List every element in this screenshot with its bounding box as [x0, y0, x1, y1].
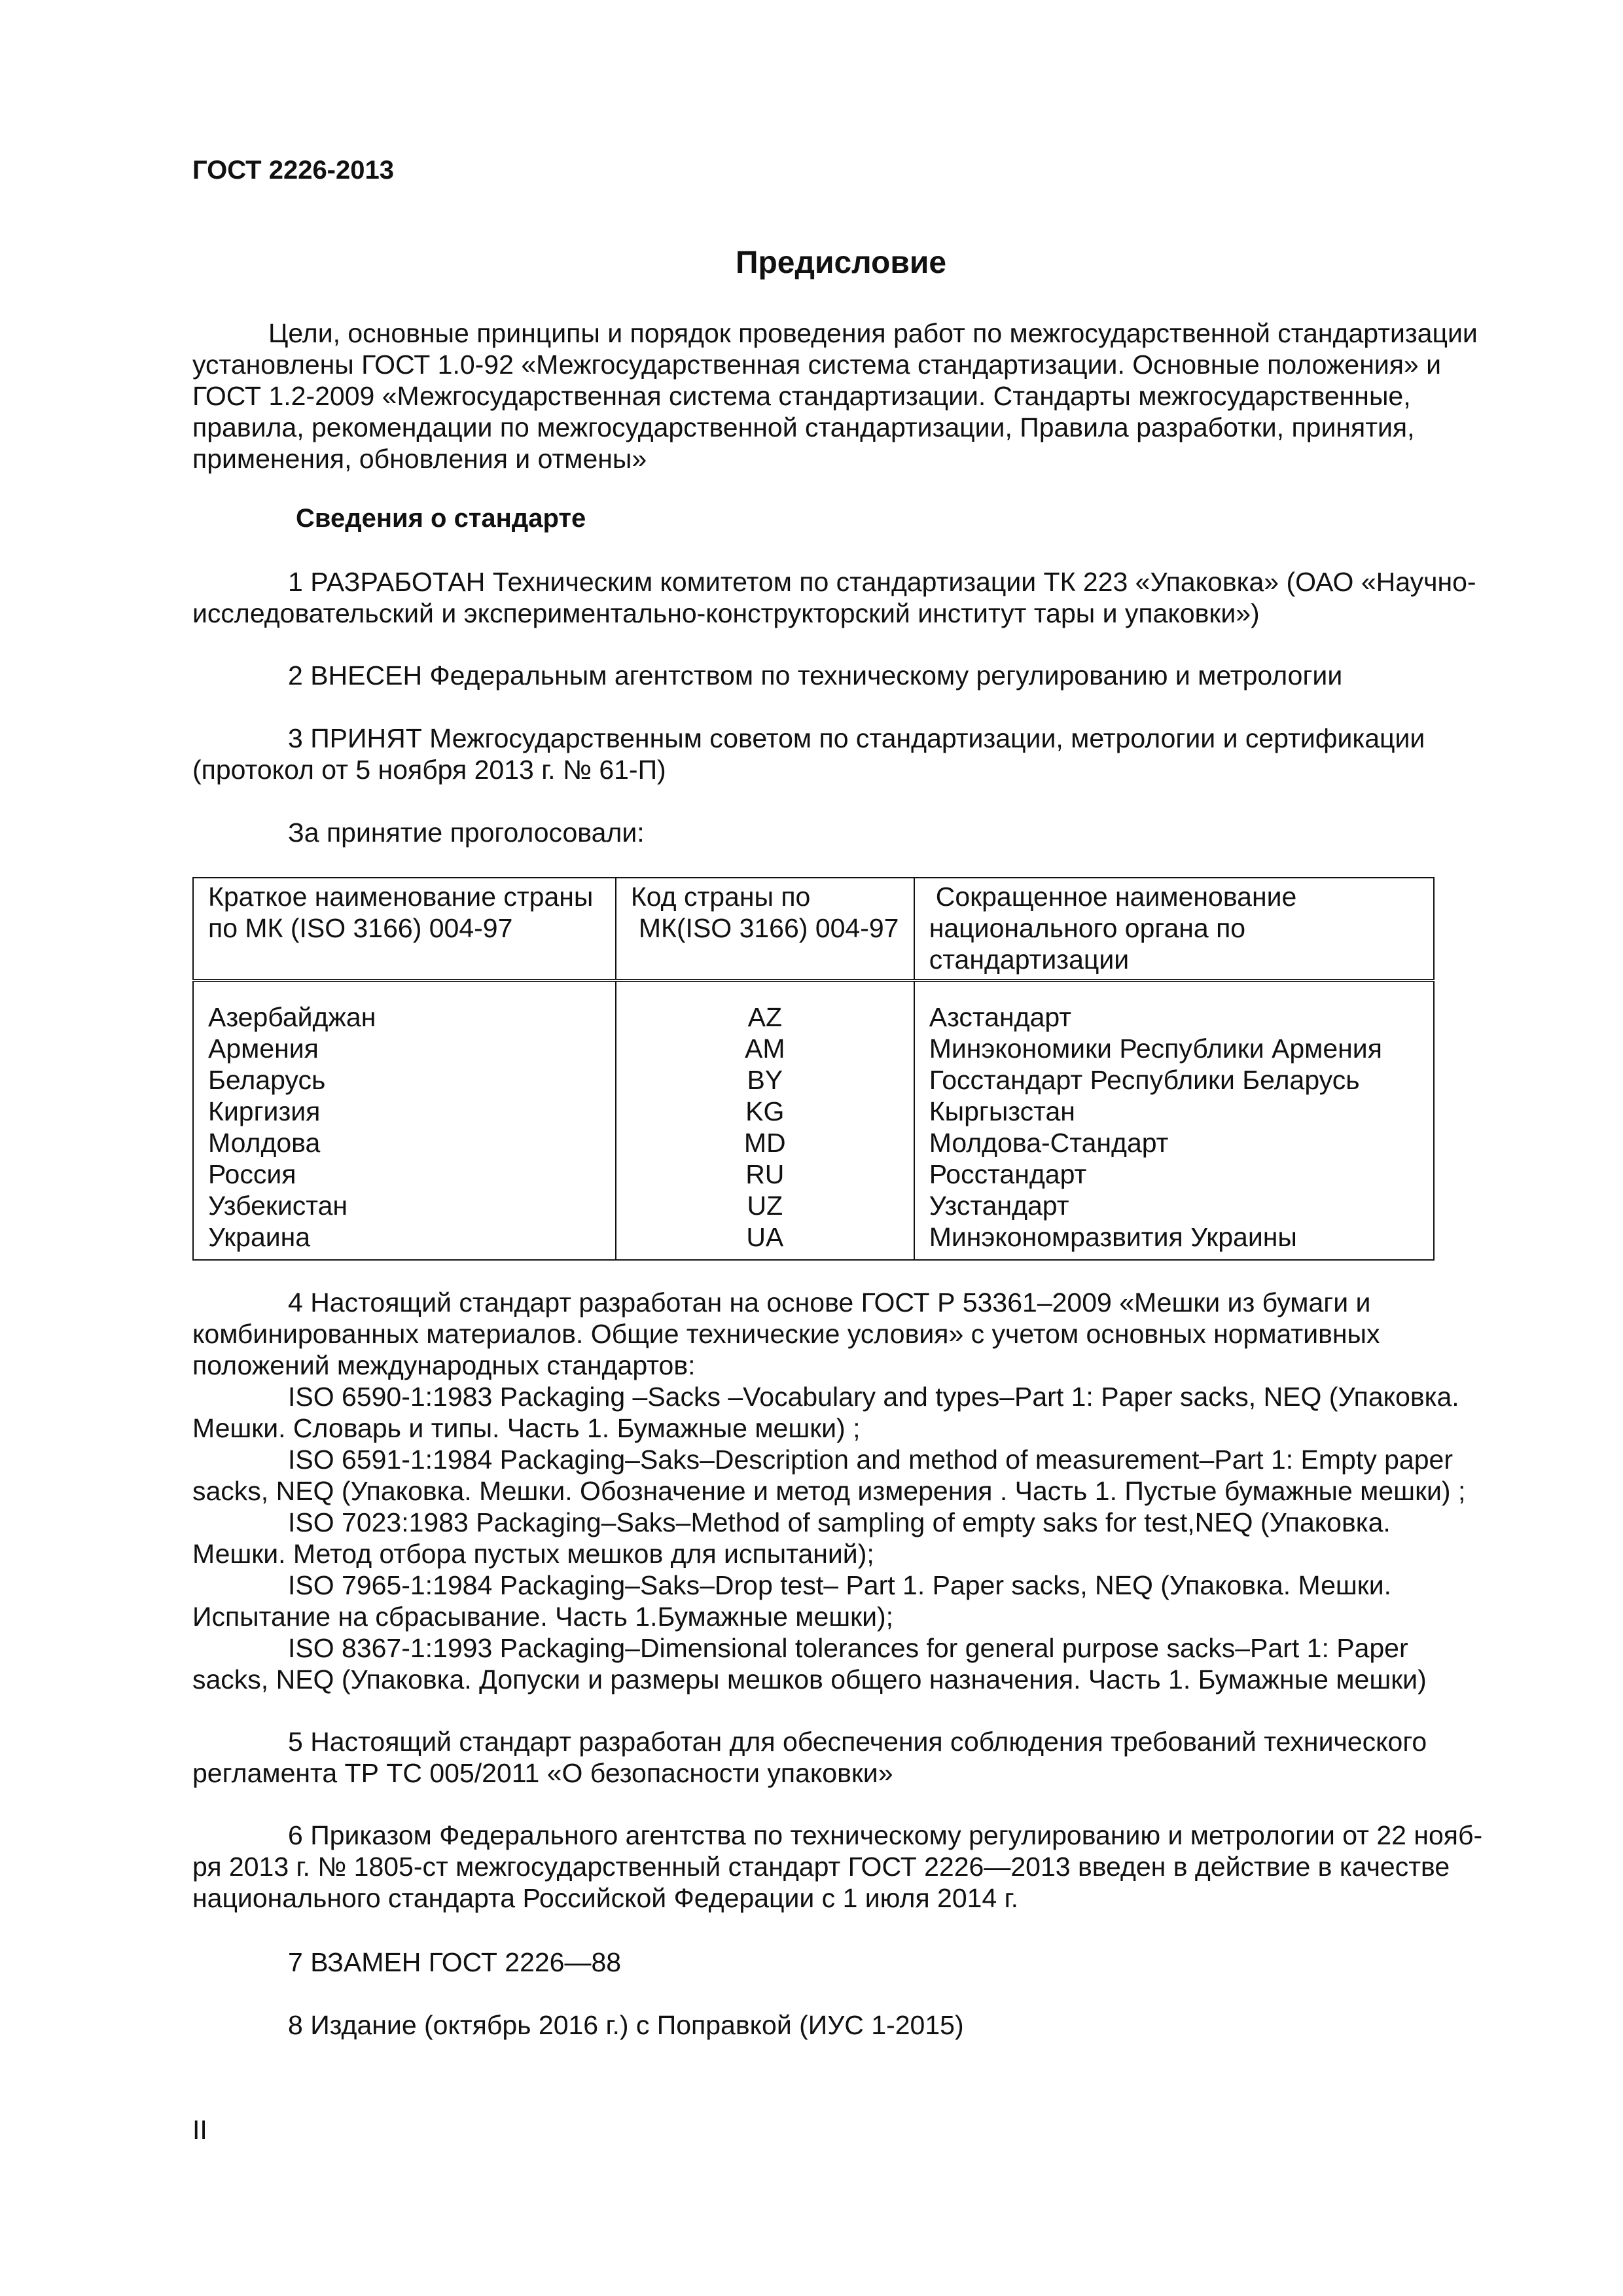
iso-reference-line: ISO 7965-1:1984 Packaging–Saks–Drop test– Part 1. Paper sacks, NEQ (Упаковка. Мешки. [288, 1570, 1392, 1600]
item-2: 2 ВНЕСЕН Федеральным агентством по техническому регулированию и метрологии [288, 660, 1343, 691]
standards-body-cell: Кыргызстан [914, 1096, 1434, 1127]
country-name-cell: Азербайджан [193, 980, 616, 1033]
country-code-cell: MD [616, 1127, 914, 1158]
item-1-line: исследовательский и экспериментально-конструкторский институт тары и упаковки») [192, 598, 1260, 628]
iso-reference-line: ISO 8367-1:1993 Packaging–Dimensional tolerances for general purpose sacks–Part 1: Paper [288, 1633, 1408, 1663]
country-code-cell: UZ [616, 1190, 914, 1221]
item-6-line: 6 Приказом Федерального агентства по техническому регулированию и метрологии от 22 нояб- [288, 1820, 1483, 1850]
iso-reference-line: ISO 7023:1983 Packaging–Saks–Method of sampling of empty saks for test,NEQ (Упаковка. [288, 1507, 1391, 1537]
intro-line: установлены ГОСТ 1.0-92 «Межгосударственная система стандартизации. Основные положения» и [192, 350, 1442, 380]
country-code-cell: RU [616, 1158, 914, 1190]
standards-body-cell: Азстандарт [914, 980, 1434, 1033]
intro-line: применения, обновления и отмены» [192, 444, 647, 474]
iso-reference-line: Испытание на сбрасывание. Часть 1.Бумажные мешки); [192, 1602, 894, 1632]
item-7: 7 ВЗАМЕН ГОСТ 2226—88 [288, 1947, 622, 1977]
item-3-line: (протокол от 5 ноября 2013 г. № 61-П) [192, 755, 666, 785]
country-name-cell: Узбекистан [193, 1190, 616, 1221]
intro-line: ГОСТ 1.2-2009 «Межгосударственная система стандартизации. Стандарты межгосударственные, [192, 381, 1411, 411]
country-name-cell: Армения [193, 1033, 616, 1064]
table-row [193, 1221, 1434, 1260]
table-row [193, 1190, 1434, 1221]
intro-line: правила, рекомендации по межгосударственной стандартизации, Правила разработки, принятия, [192, 412, 1415, 442]
column-header-country-code: Код страны по МК(ISO 3166) 004-97 [616, 878, 914, 980]
country-code-cell: UA [616, 1221, 914, 1260]
page-number: II [192, 2115, 207, 2145]
section-subheading: Сведения о стандарте [296, 504, 586, 533]
column-header-standards-body: Сокращенное наименование национального органа по стандартизации [914, 878, 1434, 980]
country-name-cell: Украина [193, 1221, 616, 1260]
country-code-cell: AM [616, 1033, 914, 1064]
item-4-line: положений международных стандартов: [192, 1350, 696, 1380]
country-name-cell: Молдова [193, 1127, 616, 1158]
document-code-header: ГОСТ 2226-2013 [192, 156, 394, 185]
table-header-row [193, 878, 1434, 980]
iso-reference-line: sacks, NEQ (Упаковка. Мешки. Обозначение и метод измерения . Часть 1. Пустые бумажные мешки) ; [192, 1476, 1466, 1506]
voted-label: За принятие проголосовали: [288, 817, 645, 848]
table-row [193, 1064, 1434, 1096]
page-title: Предисловие [735, 245, 947, 280]
item-4-line: 4 Настоящий стандарт разработан на основе ГОСТ Р 53361–2009 «Мешки из бумаги и [288, 1287, 1371, 1318]
country-name-cell: Россия [193, 1158, 616, 1190]
item-3-line: 3 ПРИНЯТ Межгосударственным советом по стандартизации, метрологии и сертификации [288, 723, 1425, 753]
standards-body-cell: Молдова-Стандарт [914, 1127, 1434, 1158]
country-code-cell: BY [616, 1064, 914, 1096]
table-row [193, 1096, 1434, 1127]
iso-reference-line: sacks, NEQ (Упаковка. Допуски и размеры мешков общего назначения. Часть 1. Бумажные мешки) [192, 1664, 1427, 1695]
table-row [193, 980, 1434, 1033]
item-5-line: 5 Настоящий стандарт разработан для обеспечения соблюдения требований технического [288, 1727, 1427, 1757]
country-name-cell: Беларусь [193, 1064, 616, 1096]
iso-reference-line: ISO 6591-1:1984 Packaging–Saks–Description and method of measurement–Part 1: Empty paper [288, 1444, 1453, 1475]
item-6-line: национального стандарта Российской Федерации с 1 июля 2014 г. [192, 1883, 1018, 1913]
voting-countries-table [192, 877, 1435, 1261]
item-4-line: комбинированных материалов. Общие технические условия» с учетом основных нормативных [192, 1319, 1380, 1349]
iso-reference-line: Мешки. Метод отбора пустых мешков для испытаний); [192, 1539, 874, 1569]
country-name-cell: Киргизия [193, 1096, 616, 1127]
country-code-cell: AZ [616, 980, 914, 1033]
iso-reference-line: ISO 6590-1:1983 Packaging –Sacks –Vocabulary and types–Part 1: Paper sacks, NEQ (Упаковка. [288, 1382, 1459, 1412]
table-row [193, 1158, 1434, 1190]
standards-body-cell: Минэкономразвития Украины [914, 1221, 1434, 1260]
item-6-line: ря 2013 г. № 1805-ст межгосударственный стандарт ГОСТ 2226—2013 введен в действие в качестве [192, 1852, 1450, 1882]
column-header-country-name: Краткое наименование страны по МК (ISO 3166) 004-97 [193, 878, 616, 980]
intro-line: Цели, основные принципы и порядок проведения работ по межгосударственной стандартизации [268, 318, 1478, 348]
standards-body-cell: Узстандарт [914, 1190, 1434, 1221]
item-8: 8 Издание (октябрь 2016 г.) с Поправкой (ИУС 1-2015) [288, 2010, 964, 2040]
iso-reference-line: Мешки. Словарь и типы. Часть 1. Бумажные мешки) ; [192, 1413, 861, 1443]
item-5-line: регламента ТР ТС 005/2011 «О безопасности упаковки» [192, 1758, 893, 1788]
standards-body-cell: Госстандарт Республики Беларусь [914, 1064, 1434, 1096]
item-1-line: 1 РАЗРАБОТАН Техническим комитетом по стандартизации ТК 223 «Упаковка» (ОАО «Научно- [288, 567, 1476, 597]
standards-body-cell: Минэкономики Республики Армения [914, 1033, 1434, 1064]
standards-body-cell: Росстандарт [914, 1158, 1434, 1190]
table-row [193, 1033, 1434, 1064]
table-row [193, 1127, 1434, 1158]
country-code-cell: KG [616, 1096, 914, 1127]
